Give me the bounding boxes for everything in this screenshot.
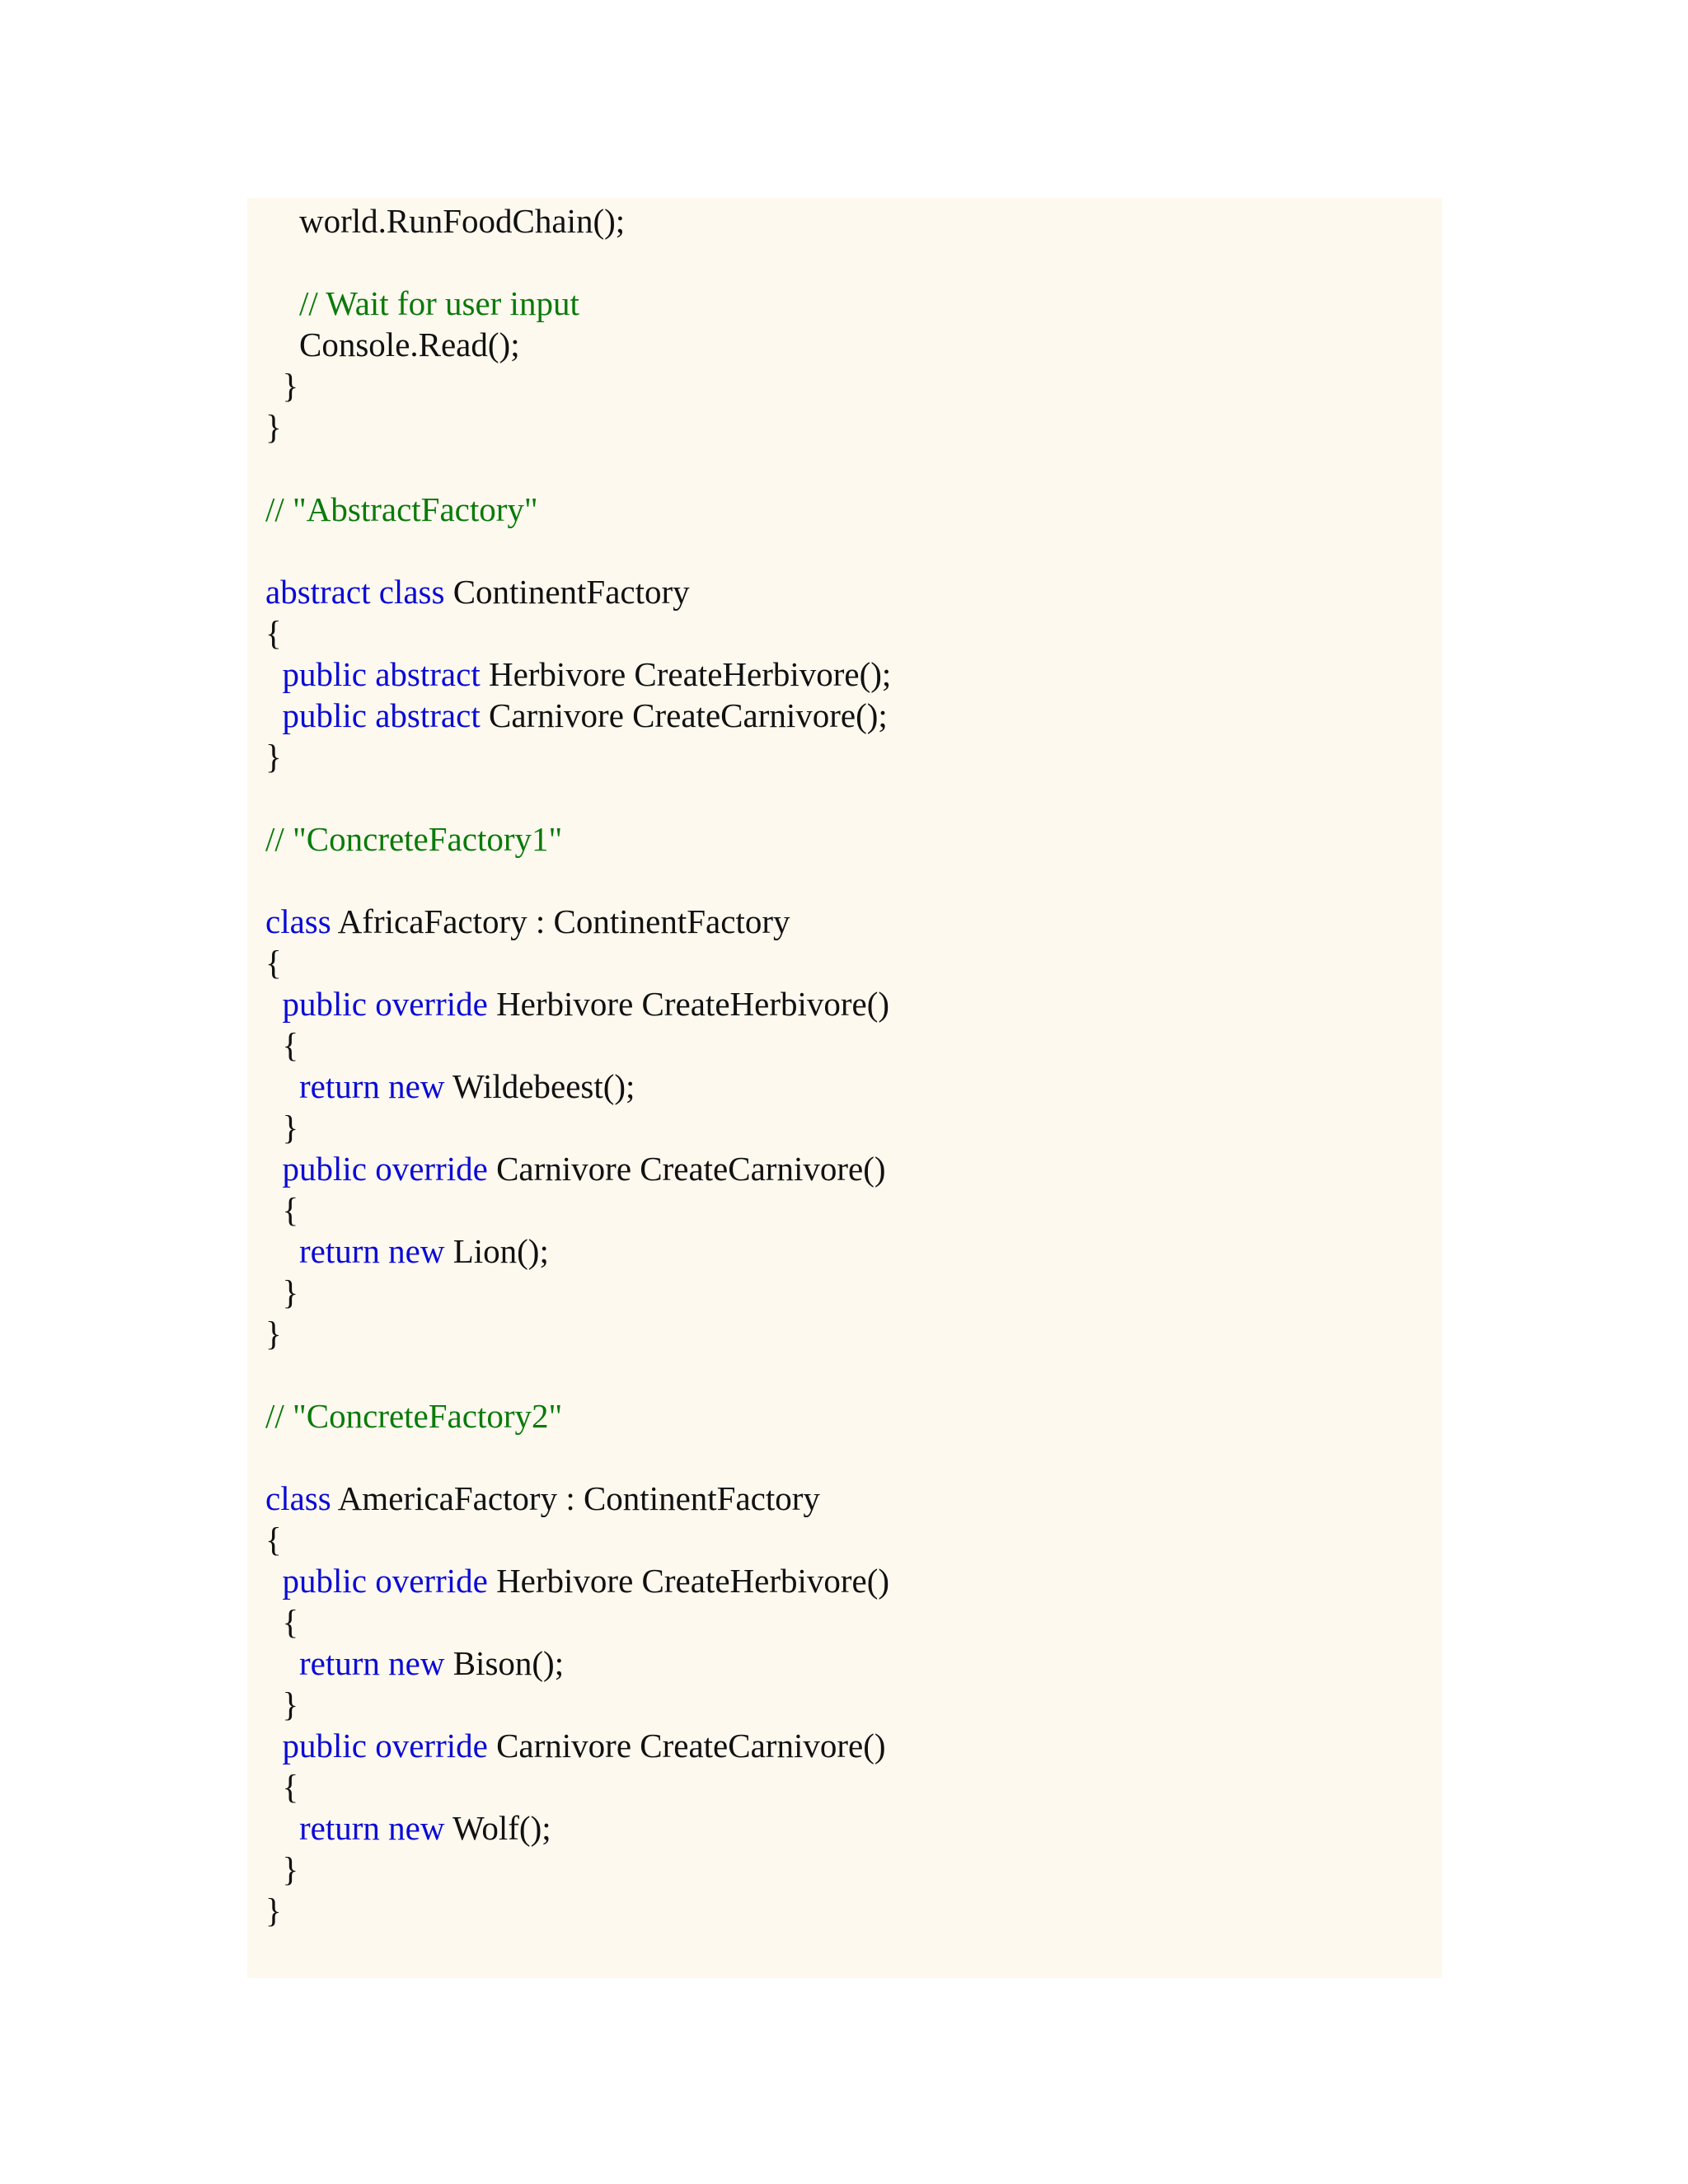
code-line (265, 1560, 889, 1601)
code-token-keyword: public override (265, 1562, 488, 1600)
code-token-plain: } (265, 738, 282, 776)
code-line (265, 612, 282, 654)
code-token-keyword: abstract class (265, 573, 445, 611)
code-token-keyword: public abstract (265, 696, 481, 734)
code-token-keyword: public override (265, 1727, 488, 1765)
code-line (265, 324, 520, 365)
code-line (265, 983, 889, 1024)
code-token-plain: } (265, 1891, 282, 1929)
code-line (265, 1189, 298, 1230)
code-line (265, 489, 538, 530)
code-token-plain: AfricaFactory : ContinentFactory (331, 902, 790, 940)
code-line (265, 1890, 282, 1931)
code-line (265, 1766, 298, 1807)
code-token-plain: Wildebeest(); (444, 1067, 635, 1105)
code-line (265, 1066, 635, 1107)
code-line (265, 1395, 562, 1436)
code-token-keyword: return new (265, 1232, 445, 1270)
code-line (265, 1643, 564, 1684)
code-token-plain: { (265, 1026, 299, 1064)
code-line (265, 1107, 298, 1148)
code-token-comment: // Wait for user input (265, 284, 579, 322)
code-line (265, 1272, 298, 1313)
code-line (265, 571, 690, 612)
code-line (265, 1807, 551, 1849)
code-line (265, 818, 562, 860)
code-token-plain: } (265, 1850, 299, 1888)
code-block (247, 198, 1442, 1978)
code-line (265, 1601, 298, 1643)
code-token-keyword: return new (265, 1067, 445, 1105)
code-token-plain: Wolf(); (444, 1809, 551, 1847)
code-line (265, 736, 282, 777)
code-token-keyword: public abstract (265, 655, 481, 693)
code-token-plain: Carnivore CreateCarnivore() (487, 1150, 886, 1188)
code-token-plain: } (265, 1108, 299, 1146)
code-token-comment: // "ConcreteFactory1" (265, 820, 563, 858)
code-line (265, 1725, 886, 1766)
code-token-plain: { (265, 614, 282, 652)
code-line (265, 200, 625, 241)
code-line (265, 1519, 282, 1560)
code-token-keyword: class (265, 902, 331, 940)
code-token-comment: // "ConcreteFactory2" (265, 1397, 563, 1435)
code-token-plain: } (265, 1273, 299, 1311)
code-token-plain: Carnivore CreateCarnivore(); (480, 696, 888, 734)
code-token-keyword: public override (265, 985, 488, 1023)
code-token-plain: } (265, 1315, 282, 1352)
code-token-plain: Carnivore CreateCarnivore() (487, 1727, 886, 1765)
code-line (265, 365, 298, 406)
code-token-keyword: public override (265, 1150, 488, 1188)
code-line (265, 283, 579, 324)
code-token-plain: Bison(); (444, 1644, 565, 1682)
code-token-plain: { (265, 1191, 299, 1229)
code-line (265, 654, 891, 695)
code-line (265, 1684, 298, 1725)
code-line (265, 1230, 549, 1272)
code-line (265, 1849, 298, 1890)
code-token-keyword: class (265, 1479, 331, 1517)
code-line (265, 1478, 820, 1519)
code-line (265, 1148, 886, 1189)
code-token-plain: } (265, 1685, 299, 1723)
code-line (265, 1024, 298, 1066)
code-token-plain: Lion(); (444, 1232, 549, 1270)
code-token-plain: world.RunFoodChain(); (265, 202, 626, 240)
code-token-plain: Console.Read(); (265, 326, 520, 363)
code-token-plain: { (265, 1521, 282, 1558)
code-token-plain: { (265, 944, 282, 982)
code-token-keyword: return new (265, 1809, 445, 1847)
code-token-comment: // "AbstractFactory" (265, 490, 538, 528)
code-token-plain: } (265, 367, 299, 405)
code-line (265, 1313, 282, 1354)
code-line (265, 406, 282, 448)
code-token-plain: AmericaFactory : ContinentFactory (331, 1479, 820, 1517)
code-line (265, 901, 790, 942)
code-line (265, 695, 888, 736)
code-token-plain: Herbivore CreateHerbivore(); (480, 655, 892, 693)
code-token-plain: } (265, 408, 282, 446)
code-token-plain: Herbivore CreateHerbivore() (487, 985, 890, 1023)
code-line (265, 942, 282, 983)
code-token-plain: { (265, 1603, 299, 1641)
code-token-plain: ContinentFactory (444, 573, 690, 611)
code-token-plain: Herbivore CreateHerbivore() (487, 1562, 890, 1600)
code-token-plain: { (265, 1768, 299, 1806)
code-token-keyword: return new (265, 1644, 445, 1682)
